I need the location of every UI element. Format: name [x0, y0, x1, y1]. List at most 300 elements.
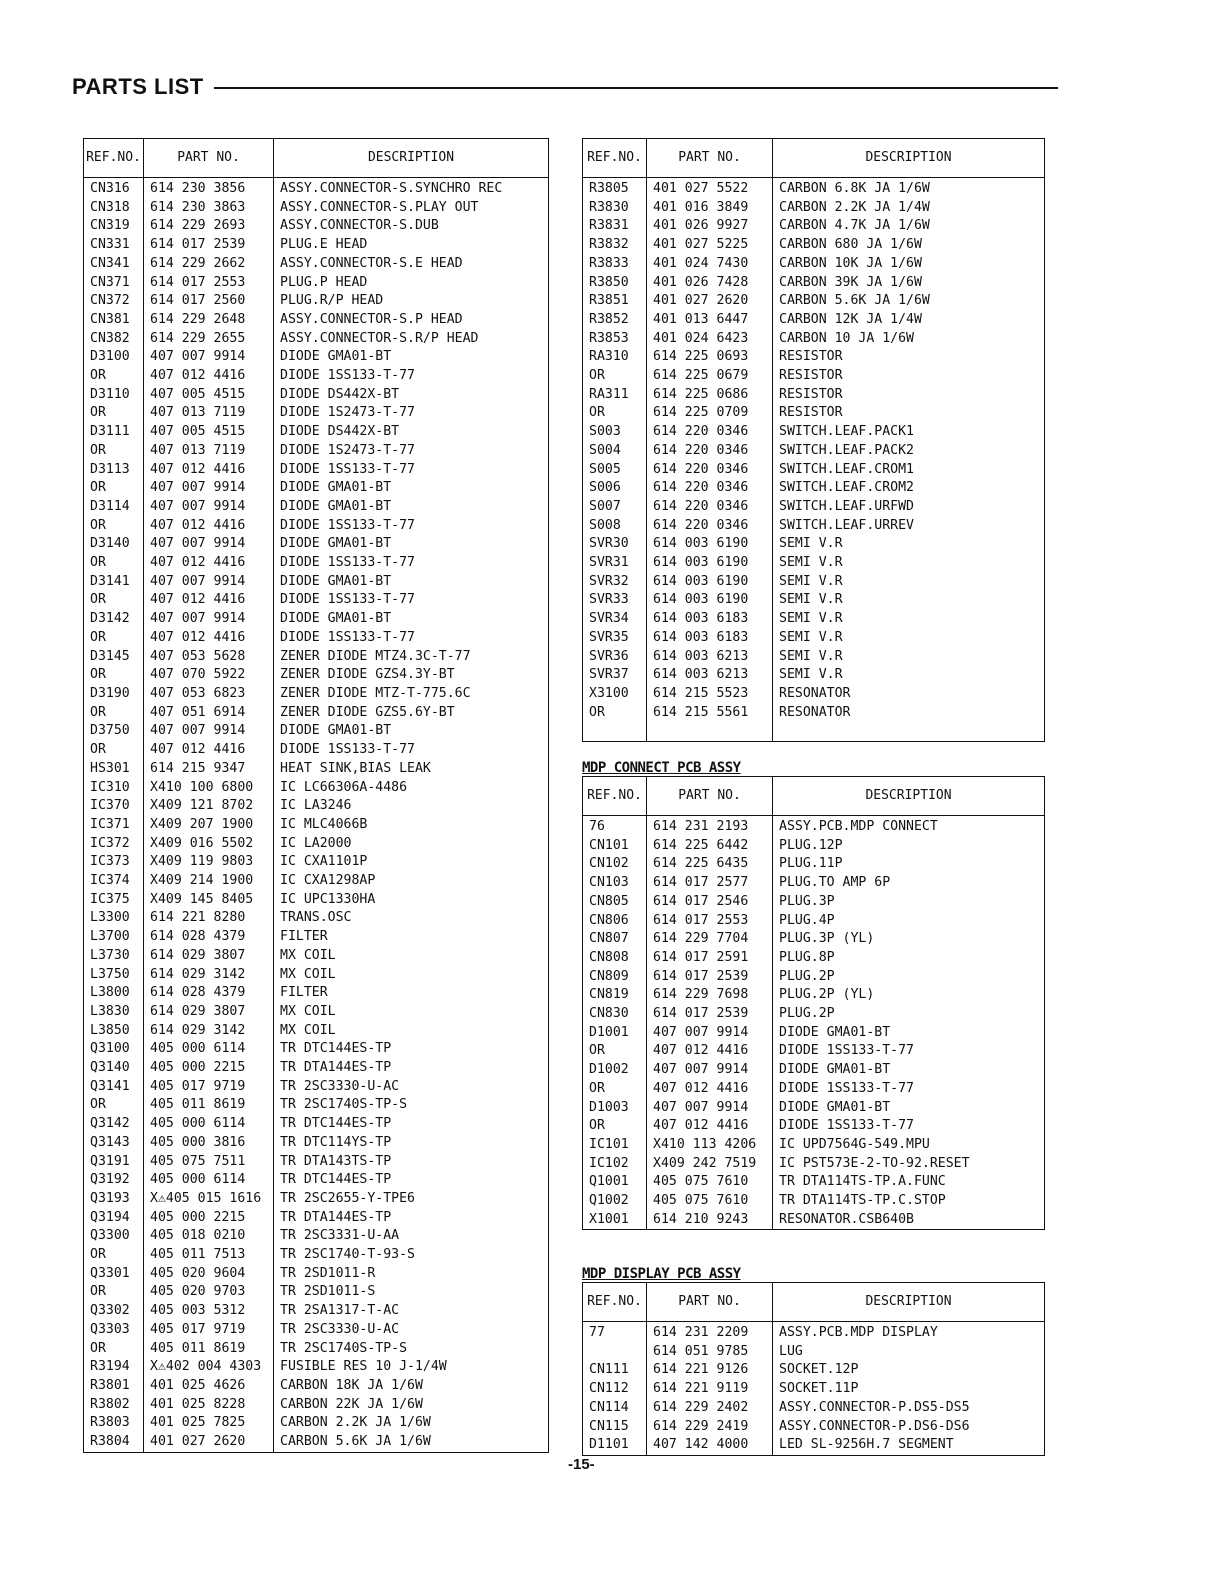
part-no-cell: 405 003 5312	[144, 1302, 274, 1321]
description-cell: SWITCH.LEAF.PACK2	[773, 442, 1045, 461]
part-no-cell: 407 007 9914	[647, 1061, 773, 1080]
part-no-cell: 401 024 6423	[647, 330, 773, 349]
part-no-cell: 407 007 9914	[144, 573, 274, 592]
description-cell: DIODE 1S2473-T-77	[274, 442, 549, 461]
table-row	[84, 1283, 549, 1302]
description-cell: DIODE GMA01-BT	[773, 1061, 1045, 1080]
description-cell: DIODE GMA01-BT	[773, 1099, 1045, 1118]
ref-no-cell: SVR32	[583, 573, 647, 592]
ref-no-cell: CN115	[583, 1418, 647, 1437]
table-row	[583, 874, 1045, 893]
table-row	[583, 912, 1045, 931]
table-row	[583, 517, 1045, 536]
ref-no-cell: OR	[84, 741, 144, 760]
part-no-cell: 614 229 2662	[144, 255, 274, 274]
table-row	[84, 1115, 549, 1134]
ref-no-cell: OR	[84, 367, 144, 386]
part-no-cell: 407 070 5922	[144, 666, 274, 685]
ref-no-cell: Q3303	[84, 1321, 144, 1340]
table-row	[84, 535, 549, 554]
table-row	[583, 855, 1045, 874]
part-no-cell: 614 003 6190	[647, 573, 773, 592]
part-no-cell: 614 017 2560	[144, 292, 274, 311]
part-no-cell: 614 215 9347	[144, 760, 274, 779]
table-row	[84, 1153, 549, 1172]
page-title: PARTS LIST	[72, 74, 204, 99]
table-row	[84, 984, 549, 1003]
table-row	[84, 442, 549, 461]
part-no-cell: 614 003 6183	[647, 629, 773, 648]
part-no-cell: 401 027 5522	[647, 178, 773, 199]
part-no-cell	[647, 722, 773, 741]
part-no-cell: 401 025 4626	[144, 1377, 274, 1396]
description-cell: TR 2SC3330-U-AC	[274, 1321, 549, 1340]
table-row	[84, 1003, 549, 1022]
part-no-cell: 614 215 5523	[647, 685, 773, 704]
description-cell: DIODE 1SS133-T-77	[274, 367, 549, 386]
table-row	[84, 199, 549, 218]
ref-no-cell: OR	[84, 1246, 144, 1265]
description-cell: SOCKET.11P	[773, 1380, 1045, 1399]
table-row	[84, 666, 549, 685]
table-row	[583, 442, 1045, 461]
table-row	[84, 1134, 549, 1153]
table-row	[583, 1322, 1045, 1343]
ref-no-cell: R3804	[84, 1433, 144, 1452]
table-row	[84, 554, 549, 573]
description-cell: CARBON 2.2K JA 1/4W	[773, 199, 1045, 218]
part-no-cell: 614 017 2591	[647, 949, 773, 968]
ref-no-cell: D3142	[84, 610, 144, 629]
part-no-cell: 405 000 3816	[144, 1134, 274, 1153]
ref-no-cell: OR	[583, 1042, 647, 1061]
description-cell: IC CXA1101P	[274, 853, 549, 872]
ref-no-cell: IC370	[84, 797, 144, 816]
ref-no-cell: OR	[84, 1340, 144, 1359]
description-cell: DIODE 1SS133-T-77	[773, 1042, 1045, 1061]
part-no-cell: 614 029 3142	[144, 1022, 274, 1041]
description-cell: TR DTC144ES-TP	[274, 1115, 549, 1134]
description-cell: ASSY.PCB.MDP CONNECT	[773, 816, 1045, 837]
parts-table-continued	[582, 138, 1045, 742]
part-no-cell: 614 225 0709	[647, 404, 773, 423]
description-cell: DIODE DS442X-BT	[274, 386, 549, 405]
table-row	[84, 1396, 549, 1415]
part-no-cell: 407 053 6823	[144, 685, 274, 704]
ref-no-cell: R3805	[583, 178, 647, 199]
part-no-cell: 407 007 9914	[144, 610, 274, 629]
description-cell: DIODE 1SS133-T-77	[274, 741, 549, 760]
description-cell: ASSY.PCB.MDP DISPLAY	[773, 1322, 1045, 1343]
part-no-cell: 407 012 4416	[144, 741, 274, 760]
ref-no-cell: IC373	[84, 853, 144, 872]
table-row	[84, 610, 549, 629]
part-no-cell: 405 000 2215	[144, 1059, 274, 1078]
table-row	[583, 1117, 1045, 1136]
part-no-cell: 614 029 3807	[144, 947, 274, 966]
description-cell: TR DTC144ES-TP	[274, 1171, 549, 1190]
table-row	[583, 274, 1045, 293]
ref-no-cell: S003	[583, 423, 647, 442]
ref-no-cell: D1001	[583, 1024, 647, 1043]
table-row	[84, 1209, 549, 1228]
col-header-part: PART NO.	[647, 777, 773, 816]
table-row	[583, 837, 1045, 856]
description-cell: ASSY.CONNECTOR-P.DS6-DS6	[773, 1418, 1045, 1437]
ref-no-cell: Q3141	[84, 1078, 144, 1097]
table-row	[583, 591, 1045, 610]
ref-no-cell: SVR30	[583, 535, 647, 554]
ref-no-cell: S007	[583, 498, 647, 517]
description-cell: IC CXA1298AP	[274, 872, 549, 891]
table-row	[84, 1340, 549, 1359]
table-row	[84, 1302, 549, 1321]
description-cell: SOCKET.12P	[773, 1361, 1045, 1380]
page-number: -15-	[568, 1456, 595, 1473]
col-header-desc: DESCRIPTION	[773, 777, 1045, 816]
ref-no-cell: IC101	[583, 1136, 647, 1155]
ref-no-cell: D1002	[583, 1061, 647, 1080]
description-cell: TR DTA114TS-TP.C.STOP	[773, 1192, 1045, 1211]
part-no-cell: 614 017 2553	[647, 912, 773, 931]
table-row	[84, 591, 549, 610]
ref-no-cell: CN331	[84, 236, 144, 255]
ref-no-cell: HS301	[84, 760, 144, 779]
description-cell: CARBON 2.2K JA 1/6W	[274, 1414, 549, 1433]
table-row	[583, 685, 1045, 704]
table-row	[84, 1040, 549, 1059]
ref-no-cell: R3833	[583, 255, 647, 274]
ref-no-cell: Q1002	[583, 1192, 647, 1211]
ref-no-cell: L3700	[84, 928, 144, 947]
part-no-cell: 407 012 4416	[144, 629, 274, 648]
description-cell: CARBON 10 JA 1/6W	[773, 330, 1045, 349]
part-no-cell: 405 017 9719	[144, 1078, 274, 1097]
col-header-ref: REF.NO.	[84, 139, 144, 178]
description-cell: CARBON 18K JA 1/6W	[274, 1377, 549, 1396]
part-no-cell: X⚠402 004 4303	[144, 1358, 274, 1377]
table-row	[84, 217, 549, 236]
table-row	[84, 872, 549, 891]
ref-no-cell: IC102	[583, 1155, 647, 1174]
description-cell: TR DTA144ES-TP	[274, 1059, 549, 1078]
ref-no-cell: SVR31	[583, 554, 647, 573]
table-row	[583, 479, 1045, 498]
ref-no-cell: Q3192	[84, 1171, 144, 1190]
col-header-part: PART NO.	[647, 1283, 773, 1322]
table-row	[84, 741, 549, 760]
description-cell: TR 2SD1011-S	[274, 1283, 549, 1302]
part-no-cell: 614 221 9119	[647, 1380, 773, 1399]
part-no-cell: 407 007 9914	[144, 348, 274, 367]
description-cell: DIODE 1S2473-T-77	[274, 404, 549, 423]
ref-no-cell: CN806	[583, 912, 647, 931]
description-cell: PLUG.12P	[773, 837, 1045, 856]
table-row	[583, 704, 1045, 723]
table-row	[84, 928, 549, 947]
table-row	[583, 292, 1045, 311]
part-no-cell: 401 016 3849	[647, 199, 773, 218]
description-cell: RESONATOR	[773, 685, 1045, 704]
part-no-cell: 407 007 9914	[144, 498, 274, 517]
description-cell: DIODE GMA01-BT	[274, 498, 549, 517]
ref-no-cell: OR	[84, 554, 144, 573]
description-cell: DIODE GMA01-BT	[274, 722, 549, 741]
description-cell: RESISTOR	[773, 348, 1045, 367]
ref-no-cell: L3830	[84, 1003, 144, 1022]
description-cell: TR 2SC1740S-TP-S	[274, 1340, 549, 1359]
ref-no-cell: RA310	[583, 348, 647, 367]
part-no-cell: 407 007 9914	[647, 1024, 773, 1043]
part-no-cell: 405 075 7610	[647, 1192, 773, 1211]
ref-no-cell: D3190	[84, 685, 144, 704]
ref-no-cell: CN381	[84, 311, 144, 330]
part-no-cell: 614 221 9126	[647, 1361, 773, 1380]
ref-no-cell: OR	[84, 404, 144, 423]
ref-no-cell: OR	[583, 1117, 647, 1136]
part-no-cell: 614 220 0346	[647, 479, 773, 498]
part-no-cell: 614 229 2402	[647, 1399, 773, 1418]
table-row	[84, 760, 549, 779]
part-no-cell: 405 020 9604	[144, 1265, 274, 1284]
description-cell: DIODE 1SS133-T-77	[274, 554, 549, 573]
part-no-cell: 407 053 5628	[144, 648, 274, 667]
description-cell: RESISTOR	[773, 386, 1045, 405]
table-row	[84, 1059, 549, 1078]
description-cell: CARBON 12K JA 1/4W	[773, 311, 1045, 330]
table-row	[583, 816, 1045, 837]
description-cell: DIODE GMA01-BT	[274, 535, 549, 554]
table-row	[84, 178, 549, 199]
ref-no-cell: OR	[84, 1283, 144, 1302]
ref-no-cell: RA311	[583, 386, 647, 405]
description-cell: PLUG.E HEAD	[274, 236, 549, 255]
description-cell: IC LC66306A-4486	[274, 779, 549, 798]
table-row	[84, 1190, 549, 1209]
col-header-desc: DESCRIPTION	[274, 139, 549, 178]
ref-no-cell: D3114	[84, 498, 144, 517]
description-cell: ZENER DIODE MTZ4.3C-T-77	[274, 648, 549, 667]
description-cell: MX COIL	[274, 1022, 549, 1041]
ref-no-cell: D3750	[84, 722, 144, 741]
ref-no-cell: OR	[84, 442, 144, 461]
description-cell: DIODE 1SS133-T-77	[274, 517, 549, 536]
description-cell: LUG	[773, 1343, 1045, 1362]
part-no-cell: X409 207 1900	[144, 816, 274, 835]
table-header-row	[583, 139, 1045, 178]
part-no-cell: X409 121 8702	[144, 797, 274, 816]
ref-no-cell: OR	[84, 666, 144, 685]
table-row	[84, 386, 549, 405]
part-no-cell: X410 113 4206	[647, 1136, 773, 1155]
table-row	[84, 1171, 549, 1190]
description-cell: PLUG.3P	[773, 893, 1045, 912]
description-cell: TR 2SC1740-T-93-S	[274, 1246, 549, 1265]
parts-table-main	[83, 138, 549, 1453]
table-row	[583, 1361, 1045, 1380]
description-cell: LED SL-9256H.7 SEGMENT	[773, 1436, 1045, 1455]
ref-no-cell: IC372	[84, 835, 144, 854]
part-no-cell: 407 142 4000	[647, 1436, 773, 1455]
table-row	[583, 1192, 1045, 1211]
table-row	[84, 835, 549, 854]
table-row	[583, 236, 1045, 255]
part-no-cell: 614 003 6183	[647, 610, 773, 629]
table-row	[583, 986, 1045, 1005]
description-cell: TR 2SC1740S-TP-S	[274, 1096, 549, 1115]
part-no-cell: 614 230 3863	[144, 199, 274, 218]
description-cell: HEAT SINK,BIAS LEAK	[274, 760, 549, 779]
part-no-cell: 405 075 7610	[647, 1173, 773, 1192]
table-row	[84, 498, 549, 517]
part-no-cell: 614 229 7704	[647, 930, 773, 949]
ref-no-cell: R3831	[583, 217, 647, 236]
ref-no-cell: R3852	[583, 311, 647, 330]
col-header-ref: REF.NO.	[583, 139, 647, 178]
ref-no-cell: R3853	[583, 330, 647, 349]
table-row	[583, 348, 1045, 367]
part-no-cell: 407 007 9914	[144, 479, 274, 498]
ref-no-cell: R3851	[583, 292, 647, 311]
ref-no-cell: X1001	[583, 1211, 647, 1230]
description-cell: PLUG.4P	[773, 912, 1045, 931]
table-row	[84, 704, 549, 723]
description-cell: PLUG.P HEAD	[274, 274, 549, 293]
table-row	[583, 1436, 1045, 1455]
table-row	[84, 1377, 549, 1396]
ref-no-cell: L3730	[84, 947, 144, 966]
ref-no-cell: IC371	[84, 816, 144, 835]
part-no-cell: 405 011 7513	[144, 1246, 274, 1265]
ref-no-cell: CN112	[583, 1380, 647, 1399]
description-cell: PLUG.3P (YL)	[773, 930, 1045, 949]
description-cell: ASSY.CONNECTOR-S.DUB	[274, 217, 549, 236]
ref-no-cell: Q3143	[84, 1134, 144, 1153]
table-row	[583, 666, 1045, 685]
table-row	[84, 1022, 549, 1041]
table-header-row	[84, 139, 549, 178]
description-cell: TR 2SA1317-T-AC	[274, 1302, 549, 1321]
description-cell: DIODE 1SS133-T-77	[773, 1117, 1045, 1136]
description-cell: FILTER	[274, 984, 549, 1003]
table-row	[84, 423, 549, 442]
ref-no-cell: IC374	[84, 872, 144, 891]
part-no-cell: 405 000 6114	[144, 1171, 274, 1190]
description-cell: SEMI V.R	[773, 591, 1045, 610]
ref-no-cell: R3832	[583, 236, 647, 255]
ref-no-cell: CN830	[583, 1005, 647, 1024]
description-cell: DIODE GMA01-BT	[274, 573, 549, 592]
table-row	[84, 891, 549, 910]
ref-no-cell: CN808	[583, 949, 647, 968]
table-row	[583, 1080, 1045, 1099]
section-title-mdp-connect: MDP CONNECT PCB ASSY	[582, 760, 741, 776]
table-row	[583, 893, 1045, 912]
ref-no-cell: CN809	[583, 968, 647, 987]
table-row	[84, 797, 549, 816]
description-cell: RESONATOR	[773, 704, 1045, 723]
table-row	[84, 947, 549, 966]
table-row	[84, 517, 549, 536]
ref-no-cell: CN807	[583, 930, 647, 949]
ref-no-cell: IC310	[84, 779, 144, 798]
part-no-cell: 614 003 6190	[647, 554, 773, 573]
description-cell: PLUG.2P	[773, 968, 1045, 987]
description-cell: SEMI V.R	[773, 535, 1045, 554]
description-cell: SWITCH.LEAF.PACK1	[773, 423, 1045, 442]
table-row	[583, 199, 1045, 218]
table-row	[583, 573, 1045, 592]
ref-no-cell: Q3140	[84, 1059, 144, 1078]
table-row	[583, 1061, 1045, 1080]
description-cell: TR 2SD1011-R	[274, 1265, 549, 1284]
table-row	[84, 1246, 549, 1265]
table-row	[583, 1042, 1045, 1061]
table-row	[84, 292, 549, 311]
table-row	[84, 629, 549, 648]
table-row	[583, 498, 1045, 517]
part-no-cell: 407 007 9914	[144, 722, 274, 741]
part-no-cell: 405 018 0210	[144, 1227, 274, 1246]
ref-no-cell: 76	[583, 816, 647, 837]
col-header-ref: REF.NO.	[583, 777, 647, 816]
description-cell: TR DTA143TS-TP	[274, 1153, 549, 1172]
description-cell: IC LA3246	[274, 797, 549, 816]
ref-no-cell: CN819	[583, 986, 647, 1005]
part-no-cell: 614 017 2539	[647, 968, 773, 987]
description-cell: ASSY.CONNECTOR-S.E HEAD	[274, 255, 549, 274]
part-no-cell: 405 000 2215	[144, 1209, 274, 1228]
ref-no-cell: CN341	[84, 255, 144, 274]
part-no-cell: X⚠405 015 1616	[144, 1190, 274, 1209]
description-cell: CARBON 680 JA 1/6W	[773, 236, 1045, 255]
ref-no-cell: CN102	[583, 855, 647, 874]
table-row	[583, 1418, 1045, 1437]
description-cell	[773, 722, 1045, 741]
ref-no-cell: CN372	[84, 292, 144, 311]
ref-no-cell: D3113	[84, 461, 144, 480]
table-row	[84, 1358, 549, 1377]
part-no-cell: 407 012 4416	[144, 591, 274, 610]
ref-no-cell: S008	[583, 517, 647, 536]
description-cell: SWITCH.LEAF.URREV	[773, 517, 1045, 536]
table-row	[583, 423, 1045, 442]
part-no-cell: 614 225 0686	[647, 386, 773, 405]
description-cell: PLUG.8P	[773, 949, 1045, 968]
description-cell: DIODE 1SS133-T-77	[773, 1080, 1045, 1099]
part-no-cell: 614 221 8280	[144, 909, 274, 928]
ref-no-cell: D3110	[84, 386, 144, 405]
table-row	[84, 1078, 549, 1097]
description-cell: TRANS.OSC	[274, 909, 549, 928]
description-cell: DIODE DS442X-BT	[274, 423, 549, 442]
ref-no-cell: S004	[583, 442, 647, 461]
description-cell: RESONATOR.CSB640B	[773, 1211, 1045, 1230]
table-row	[583, 722, 1045, 741]
table-row	[583, 930, 1045, 949]
description-cell: PLUG.TO AMP 6P	[773, 874, 1045, 893]
table-row	[583, 1173, 1045, 1192]
ref-no-cell: R3803	[84, 1414, 144, 1433]
table-row	[84, 255, 549, 274]
table-row	[84, 573, 549, 592]
part-no-cell: 407 007 9914	[647, 1099, 773, 1118]
ref-no-cell: OR	[583, 1080, 647, 1099]
description-cell: SEMI V.R	[773, 610, 1045, 629]
table-row	[84, 1414, 549, 1433]
table-row	[583, 461, 1045, 480]
part-no-cell: 614 029 3807	[144, 1003, 274, 1022]
